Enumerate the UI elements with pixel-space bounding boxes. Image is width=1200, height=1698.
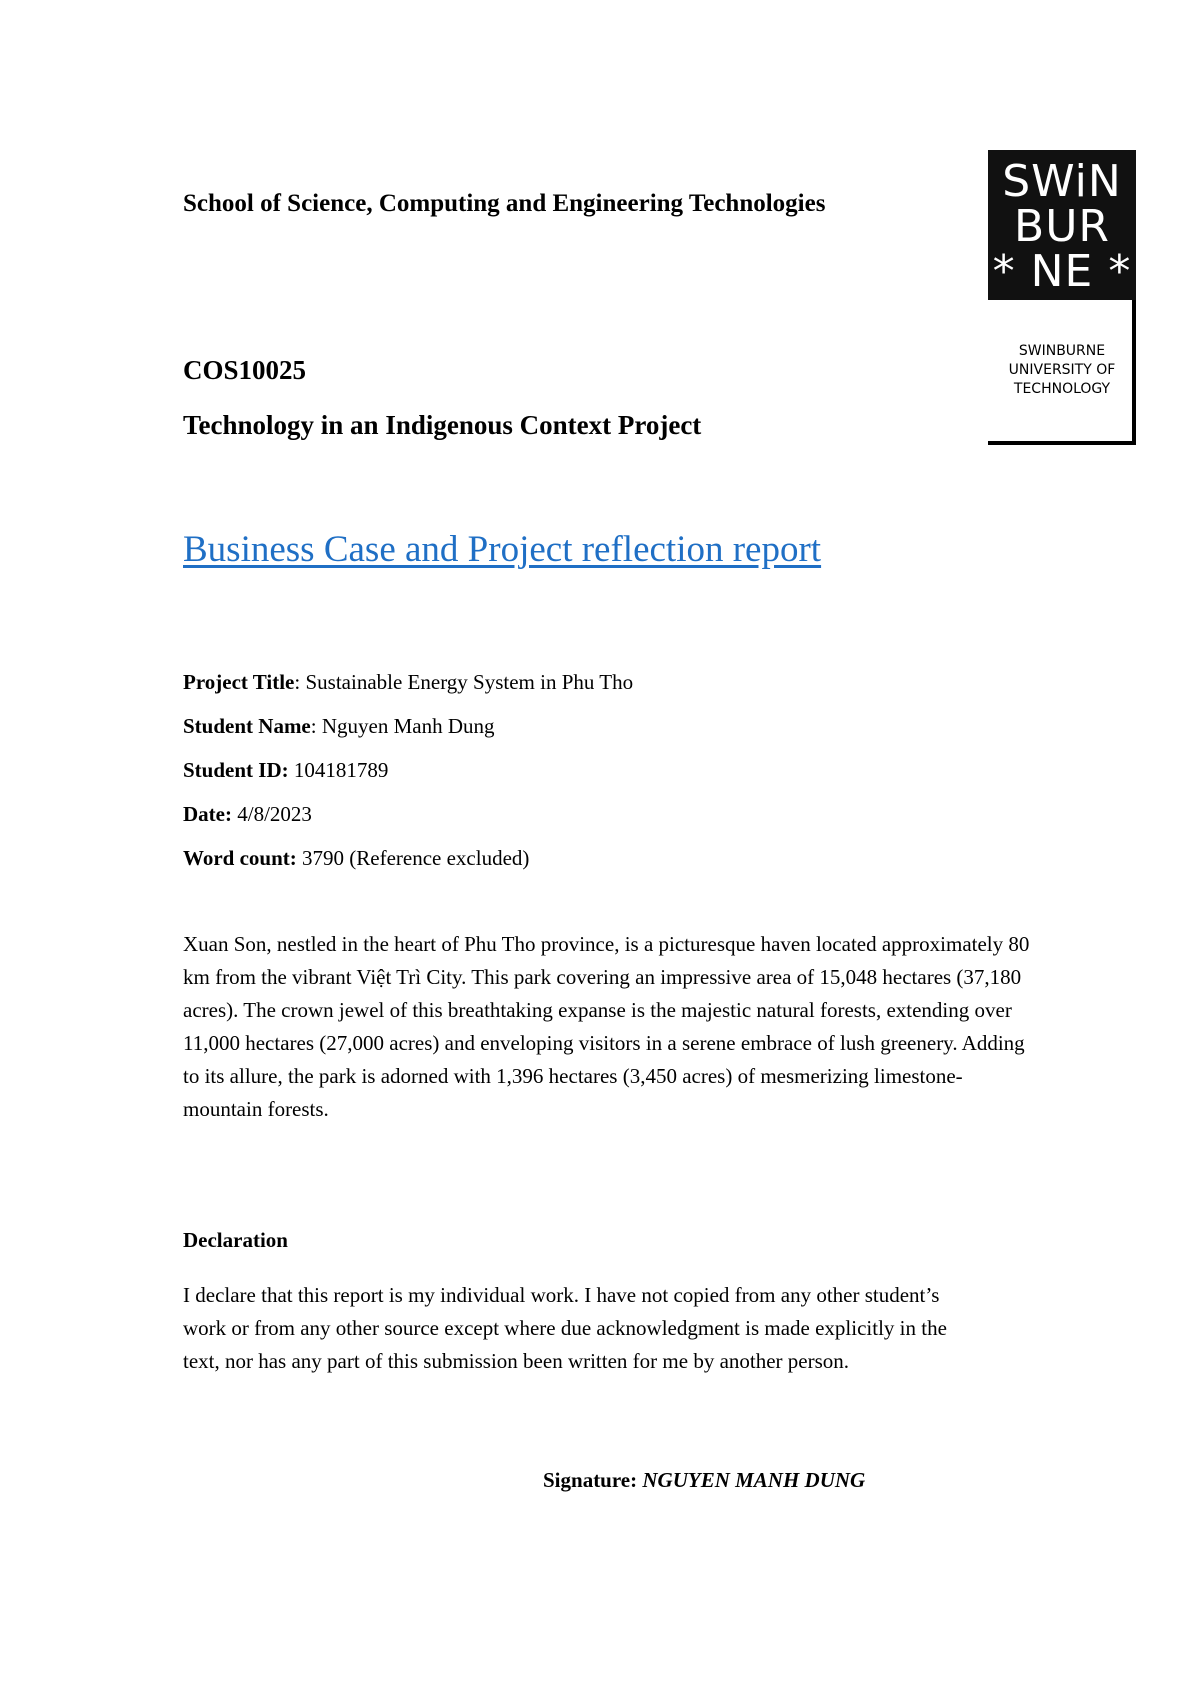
course-name: Technology in an Indigenous Context Project: [183, 410, 702, 440]
student-name-field: [183, 714, 495, 739]
logo-caption-line-3: TECHNOLOGY: [1013, 381, 1111, 397]
declaration-heading: Declaration: [183, 1228, 288, 1252]
project-title-label: Project Title: [183, 670, 295, 694]
student-id-value: 104181789: [288, 758, 389, 782]
date-field: [183, 802, 312, 827]
declaration-text: I declare that this report is my individual work. I have not copied from any other student’s work or from any other source except where due acknowledgment is made explicitly in the text, nor has any part of this submission been written for me by another person.: [183, 1283, 947, 1373]
student-name-label: Student Name: [183, 714, 311, 738]
project-title-field: [183, 670, 633, 695]
signature-label: Signature:: [543, 1468, 638, 1492]
signature-name: NGUYEN MANH DUNG: [642, 1468, 866, 1492]
signature-line: [543, 1468, 865, 1493]
logo-caption: [988, 342, 1136, 399]
date-value: 4/8/2023: [231, 802, 312, 826]
university-logo: [988, 150, 1136, 300]
logo-caption-line-2: UNIVERSITY OF: [1008, 362, 1116, 378]
word-count-field: [183, 846, 529, 871]
student-id-label: Student ID:: [183, 758, 289, 782]
logo-line-2: BUR: [1014, 201, 1110, 252]
logo-line-3: * NE *: [992, 246, 1132, 297]
word-count-value: 3790 (Reference excluded): [296, 846, 530, 870]
logo-line-1: SWiN: [1002, 156, 1122, 207]
report-title-link[interactable]: Business Case and Project reflection report: [183, 529, 822, 570]
course-code: COS10025: [183, 355, 307, 385]
word-count-label: Word count:: [183, 846, 297, 870]
school-name: School of Science, Computing and Engineering Technologies: [183, 190, 826, 217]
student-name-value: : Nguyen Manh Dung: [310, 714, 495, 738]
student-id-field: [183, 758, 388, 783]
intro-paragraph: Xuan Son, nestled in the heart of Phu Tho province, is a picturesque haven located approximately 80 km from the vibrant Việt Trì City. This park covering an impressive area of 15,048 hectares (37,180 acres). The crown jewel of this breathtaking expanse is the majestic natural forests, extending over 11,000 hectares (27,000 acres) and enveloping visitors in a serene embrace of lush greenery. Adding to its allure, the park is adorned with 1,396 hectares (3,450 acres) of mesmerizing limestone-mountain forests.: [183, 932, 1030, 1121]
logo-caption-line-1: SWINBURNE: [1018, 343, 1106, 359]
project-title-value: : Sustainable Energy System in Phu Tho: [294, 670, 634, 694]
date-label: Date:: [183, 802, 232, 826]
